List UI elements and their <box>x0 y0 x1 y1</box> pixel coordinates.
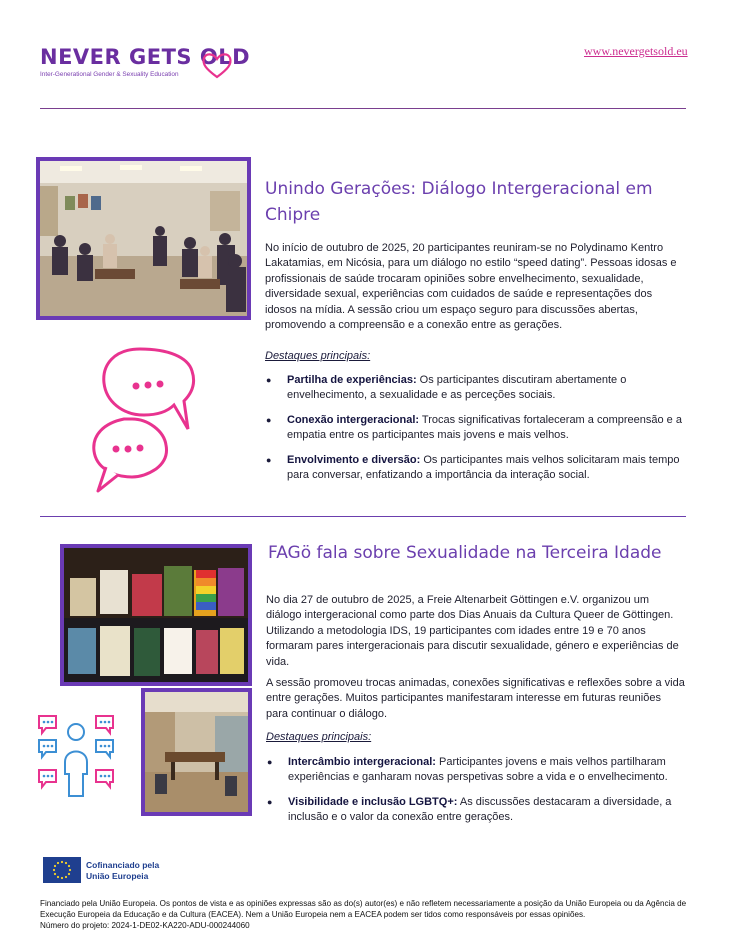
website-link[interactable]: www.nevergetsold.eu <box>584 44 688 58</box>
list-item: ● Envolvimento e diversão: Os participantes mais velhos solicitaram mais tempo para conversar, enfatizando a importância da interação social. <box>265 453 685 484</box>
list-item: ● Visibilidade e inclusão LGBTQ+: As discussões destacaram a diversidade, a inclusão e o valor da conexão entre gerações. <box>266 795 686 826</box>
books-display-image <box>64 548 248 682</box>
heart-icon <box>200 50 234 80</box>
logo: NEVER GETS OLD <box>40 45 251 69</box>
list-item: ● Intercâmbio intergeracional: Participantes jovens e mais velhos partilharam experiências e ganharam novas perspetivas sobre a vida e o envelhecimento. <box>266 755 686 786</box>
section-divider <box>40 516 686 517</box>
article1-paragraph: No início de outubro de 2025, 20 participantes reuniram-se no Polydinamo Kentro Lakatamias, em Nicósia, para um diálogo no estilo “speed dating”. Pessoas idosas e profissionais de saúde trocaram opiniões sobre envelhecimento, sexualidade, diversidade sexual, experiências com cuidados de saúde e representações dos idosos na mídia. A sessão criou um espaço seguro para discussões abertas, promovendo a compreensão e a conexão entre as gerações. <box>265 242 677 332</box>
article2-title: FAGö fala sobre Sexualidade na Terceira Idade <box>268 543 662 563</box>
logo-subtitle: Inter-Generational Gender & Sexuality Education <box>40 71 179 78</box>
eu-flag-icon <box>43 857 81 883</box>
list-item: ● Partilha de experiências: Os participantes discutiram abertamente o envelhecimento, a sexualidade e as perceções sociais. <box>265 373 685 404</box>
article2-photo-room <box>141 688 252 816</box>
header-divider <box>40 108 686 109</box>
article1-highlights-list <box>265 373 685 492</box>
eu-cofunding-label: Cofinanciado pela União Europeia <box>86 860 160 881</box>
meeting-room-image <box>145 692 248 812</box>
room-gathering-image <box>40 161 247 316</box>
article2-paragraph-2: A sessão promoveu trocas animadas, conexões significativas e reflexões sobre a vida entre gerações. Muitos participantes manifestaram interesse em futuras reuniões para continuar o diálogo. <box>266 677 685 720</box>
footer-disclaimer: Financiado pela União Europeia. Os pontos de vista e as opiniões expressas são as do(s) autor(es) e não refletem necessariamente a posição da União Europeia ou da Agência de Execução Europeia da Educação e da Cultura (EACEA). Nem a União Europeia nem a EACEA podem ser tidos como responsáveis por essas opiniões. Número do projeto: 2024-1-DE02-KA220-ADU-000244060 <box>40 899 687 930</box>
article2-photo-books <box>60 544 252 686</box>
article1-highlights-heading: Destaques principais: <box>265 350 371 362</box>
article1-photo <box>36 157 251 320</box>
article2-highlights-list <box>266 755 686 835</box>
article1-title: Unindo Gerações: Diálogo Intergeracional em Chipre <box>265 179 653 225</box>
article2-paragraph-1: No dia 27 de outubro de 2025, a Freie Altenarbeit Göttingen e.V. organizou um diálogo intergeracional como parte dos Dias Anuais da Cultura Queer de Göttingen. Utilizando a metodologia IDS, 19 participantes com idades entre 19 e 70 anos formaram pares intergeracionais para discutir sexualidade, género e experiências de vida. <box>266 594 679 668</box>
chat-bubbles-icon <box>88 345 198 495</box>
people-conversation-icon <box>36 712 118 798</box>
article2-highlights-heading: Destaques principais: <box>266 731 372 743</box>
list-item: ● Conexão intergeracional: Trocas significativas fortaleceram a compreensão e a empatia entre os participantes mais jovens e mais velhos. <box>265 413 685 444</box>
